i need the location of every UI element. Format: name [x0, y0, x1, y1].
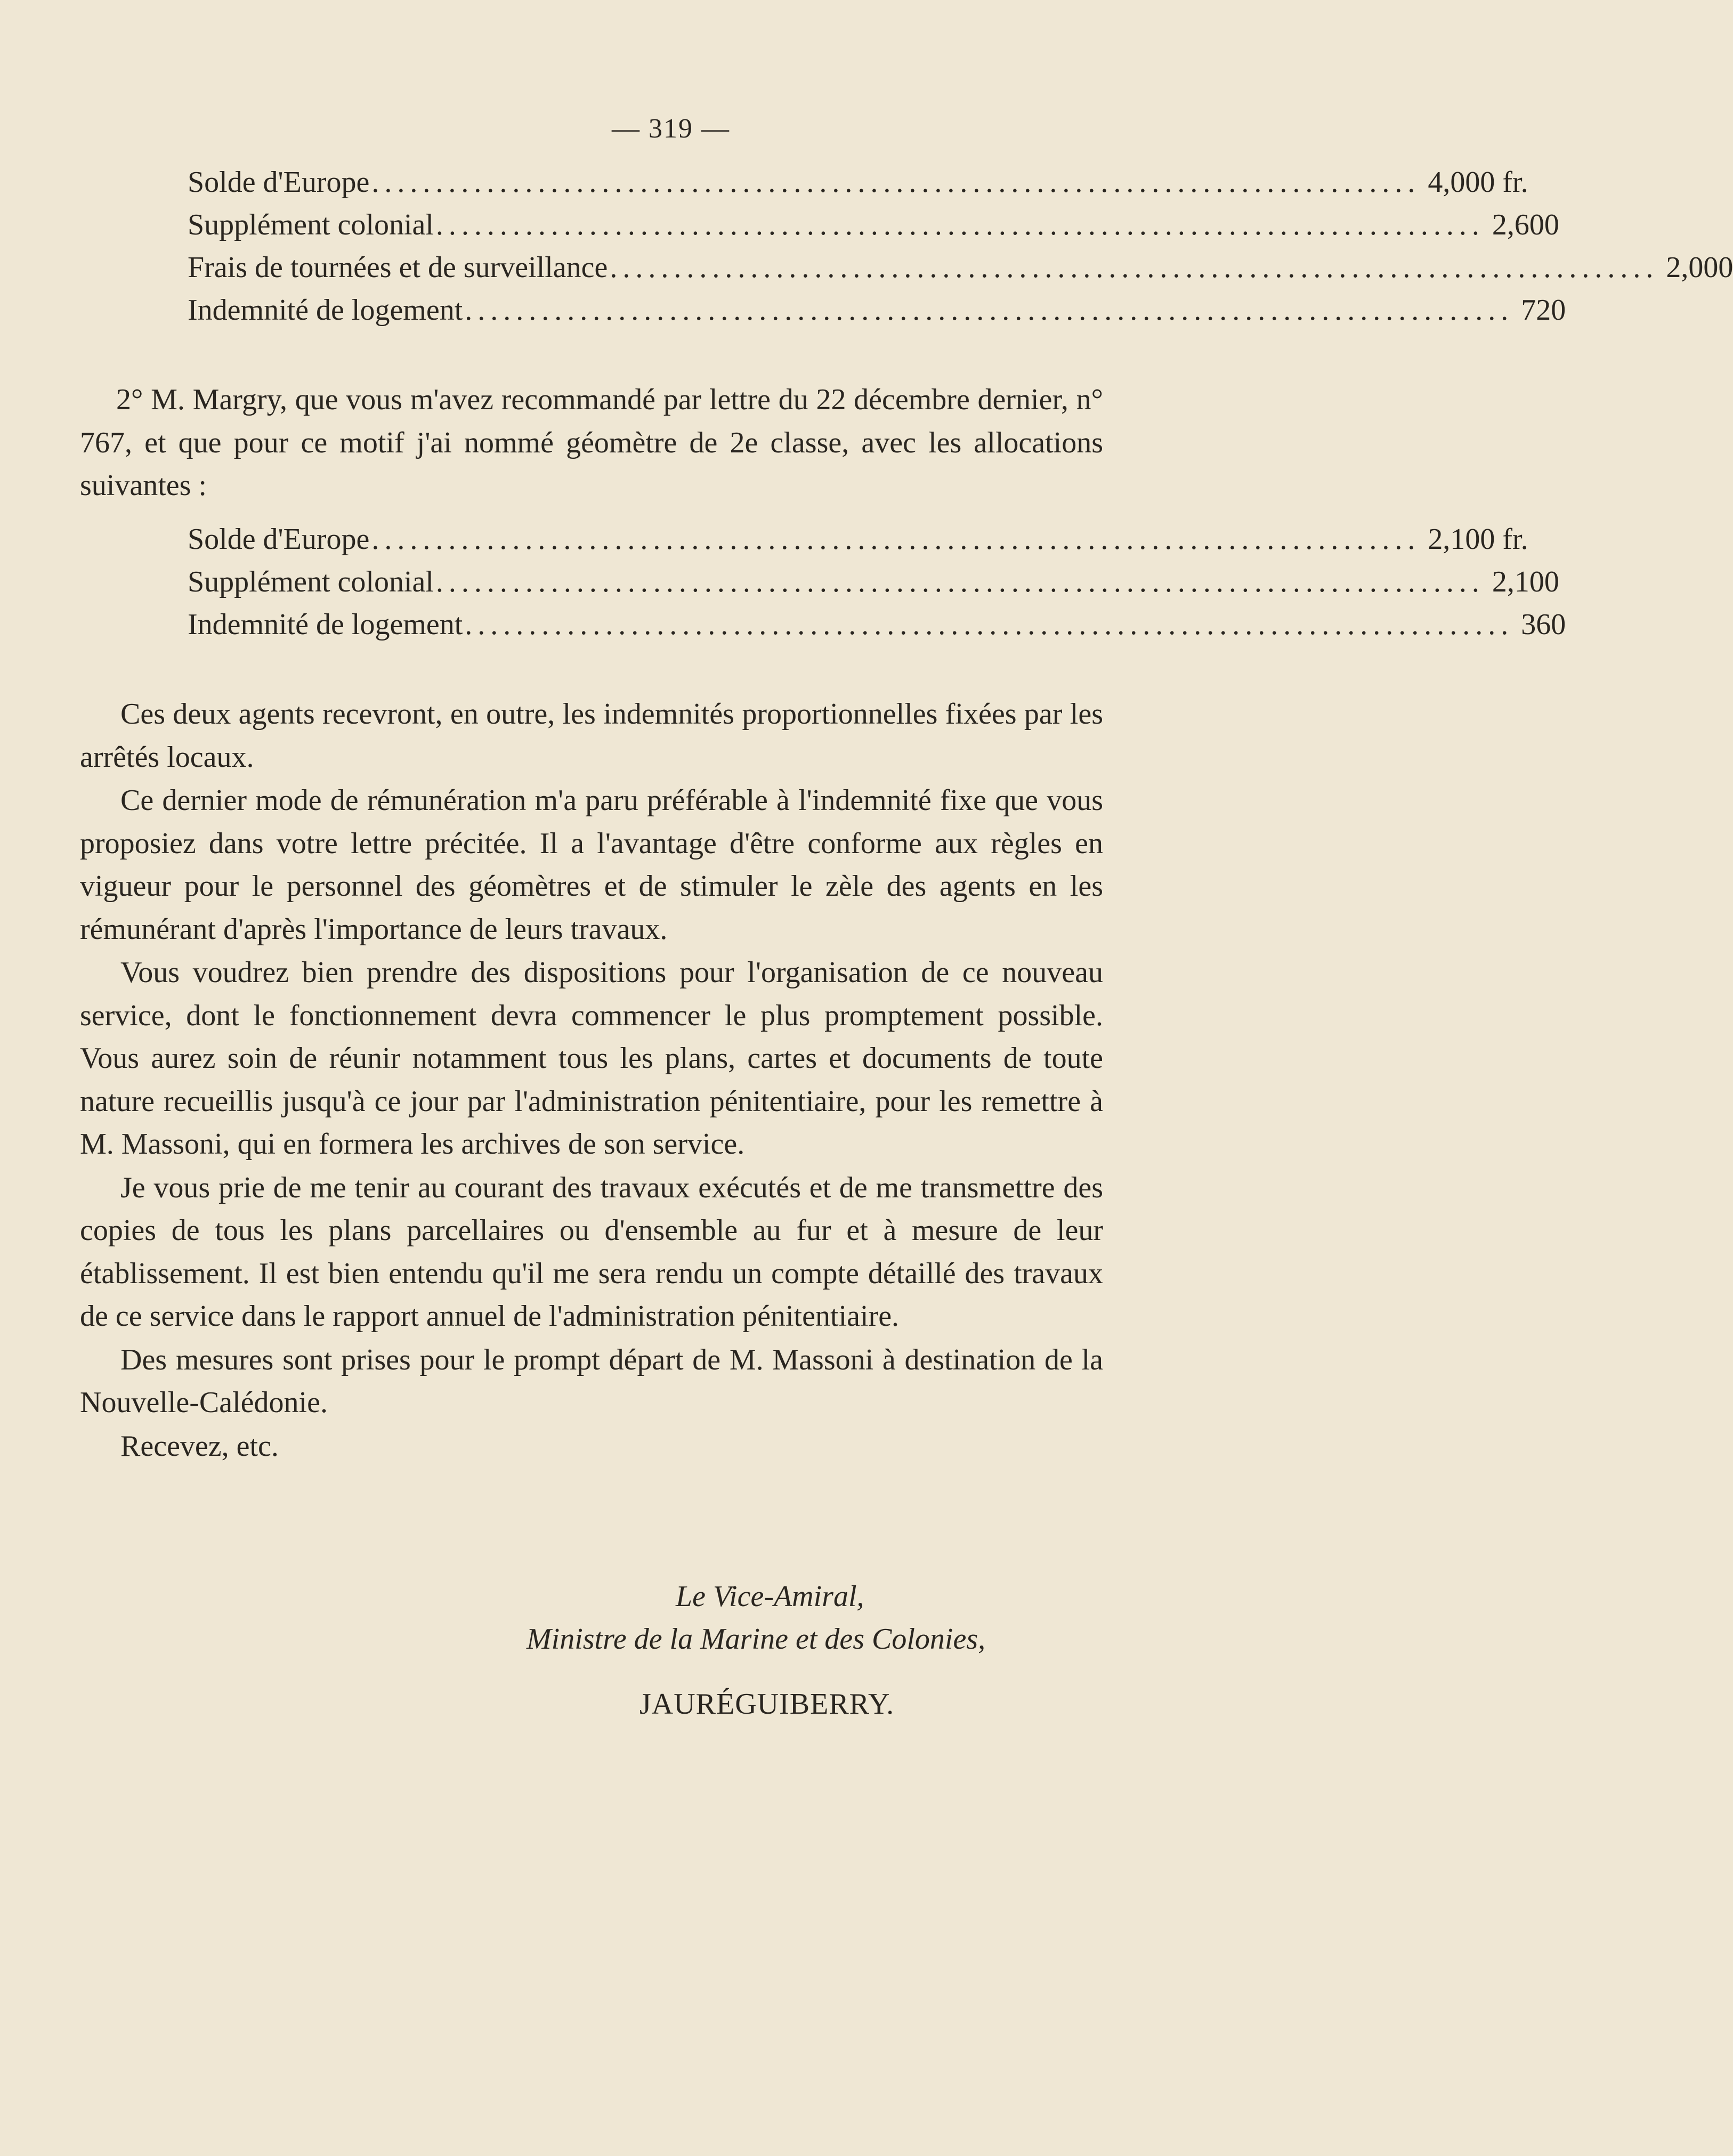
- signature-office-text: Ministre de la Marine et des Colonies,: [527, 1623, 986, 1656]
- paragraph: 2° M. Margry, que vous m'avez recommandé par lettre du 22 décembre dernier, n° 767, et que pour ce motif j'ai nommé géomètre de 2e classe, avec les allocations suivantes :: [80, 383, 1103, 502]
- table-row: [188, 293, 1566, 336]
- leader-dots: ..................................................................................: [435, 565, 1485, 598]
- table-row: [188, 607, 1566, 650]
- leader-dots: ..................................................................................: [435, 208, 1485, 241]
- signature-name-text: JAURÉGUIBERRY.: [639, 1688, 895, 1721]
- row-value: 4,000: [1428, 166, 1495, 199]
- row-value: 2,100: [1492, 565, 1559, 598]
- paragraph: Recevez, etc.: [120, 1429, 279, 1463]
- table-row: [188, 208, 1559, 250]
- allowance-table-1: [188, 165, 1733, 336]
- table-row: [188, 565, 1559, 607]
- row-value: 2,100: [1428, 523, 1495, 556]
- body-text: [80, 693, 1103, 1468]
- leader-dots: ..................................................................................: [610, 251, 1659, 284]
- row-label: Frais de tournées et de surveillance: [188, 251, 608, 284]
- signature-title-text: Le Vice-Amiral,: [676, 1580, 864, 1613]
- row-label: Indemnité de logement: [188, 294, 463, 327]
- paragraph: Vous voudrez bien prendre des dispositions pour l'organisation de ce nouveau service, dont le fonctionnement devra commencer le plus promptement possible. Vous aurez soin de réunir notamment tous les plans, cartes et documents de toute nature recueillis jusqu'à ce jour par l'administration pénitentiaire, pour les remettre à M. Massoni, qui en formera les archives de son service.: [80, 956, 1103, 1161]
- page-number: — 319 —: [612, 114, 730, 144]
- intro-text: [80, 378, 1103, 508]
- row-value: 360: [1521, 608, 1566, 641]
- row-unit: fr.: [1502, 166, 1528, 199]
- leader-dots: ..................................................................................: [371, 166, 1421, 199]
- paragraph: Je vous prie de me tenir au courant des travaux exécutés et de me transmettre des copies de tous les plans parcellaires ou d'ensemble au fur et à mesure de leur établissement. Il est bien entendu qu'il me sera rendu un compte détaillé des travaux de ce service dans le rapport annuel de l'administration pénitentiaire.: [80, 1171, 1103, 1333]
- table-row: [188, 165, 1528, 208]
- row-label: Supplément colonial: [188, 565, 434, 598]
- row-label: Solde d'Europe: [188, 523, 370, 556]
- table-row: [188, 522, 1528, 565]
- row-unit: fr.: [1502, 523, 1528, 556]
- leader-dots: ..................................................................................: [371, 523, 1421, 556]
- row-label: Supplément colonial: [188, 208, 434, 241]
- row-value: 720: [1521, 294, 1566, 327]
- row-value: 2,000: [1666, 251, 1733, 284]
- leader-dots: ..................................................................................: [465, 294, 1514, 327]
- paragraph: Ces deux agents recevront, en outre, les indemnités proportionnelles fixées par les arrêtés locaux.: [80, 698, 1103, 774]
- table-row: [188, 250, 1733, 293]
- paragraph: Ce dernier mode de rémunération m'a paru préférable à l'indemnité fixe que vous proposiez dans votre lettre précitée. Il a l'avantage d'être conforme aux règles en vigueur pour le personnel des géomètres et de stimuler le zèle des agents en les rémunérant d'après l'importance de leurs travaux.: [80, 784, 1103, 946]
- leader-dots: ..................................................................................: [465, 608, 1514, 641]
- row-label: Solde d'Europe: [188, 166, 370, 199]
- paragraph: Des mesures sont prises pour le prompt départ de M. Massoni à destination de la Nouvelle-Calédonie.: [80, 1343, 1103, 1419]
- allowance-table-2: [188, 522, 1566, 650]
- row-value: 2,600: [1492, 208, 1559, 241]
- row-label: Indemnité de logement: [188, 608, 463, 641]
